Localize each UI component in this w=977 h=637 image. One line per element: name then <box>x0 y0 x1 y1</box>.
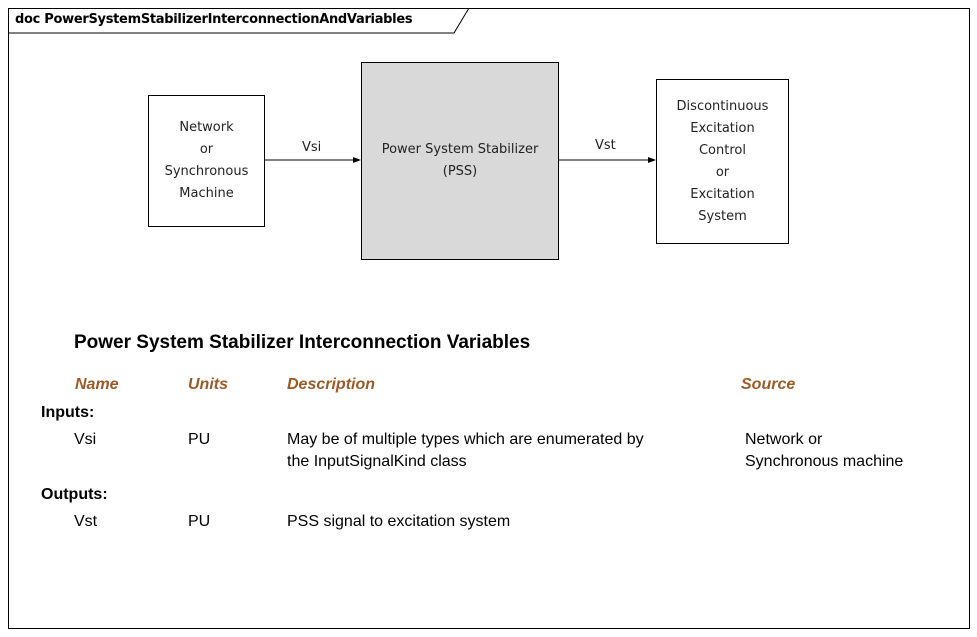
frame-title: doc PowerSystemStabilizerInterconnectionAndVariables <box>15 12 413 27</box>
vst-arrowhead <box>648 157 656 163</box>
output-description: PSS signal to excitation system <box>287 513 511 530</box>
header-source: Source <box>741 376 796 393</box>
table-title: Power System Stabilizer Interconnection Variables <box>74 332 531 353</box>
input-description: May be of multiple types which are enumerated by the InputSignalKind class <box>287 431 644 470</box>
vsi-arrowhead <box>353 157 361 163</box>
output-units: PU <box>188 513 211 530</box>
output-name: Vst <box>74 513 98 530</box>
input-units: PU <box>188 431 211 448</box>
header-description: Description <box>287 376 376 393</box>
input-source: Network or Synchronous machine <box>745 431 904 470</box>
header-name: Name <box>75 376 119 393</box>
vst-arrow-label: Vst <box>595 138 616 153</box>
input-name: Vsi <box>74 431 97 448</box>
excitation-system-label: Discontinuous Excitation Control or Excitation System <box>676 98 769 224</box>
vsi-arrow-label: Vsi <box>302 140 322 155</box>
inputs-section-label: Inputs: <box>41 404 95 421</box>
network-machine-label: Network or Synchronous Machine <box>164 120 249 201</box>
outputs-section-label: Outputs: <box>41 486 108 503</box>
header-units: Units <box>188 376 228 393</box>
pss-label: Power System Stabilizer (PSS) <box>381 142 539 179</box>
